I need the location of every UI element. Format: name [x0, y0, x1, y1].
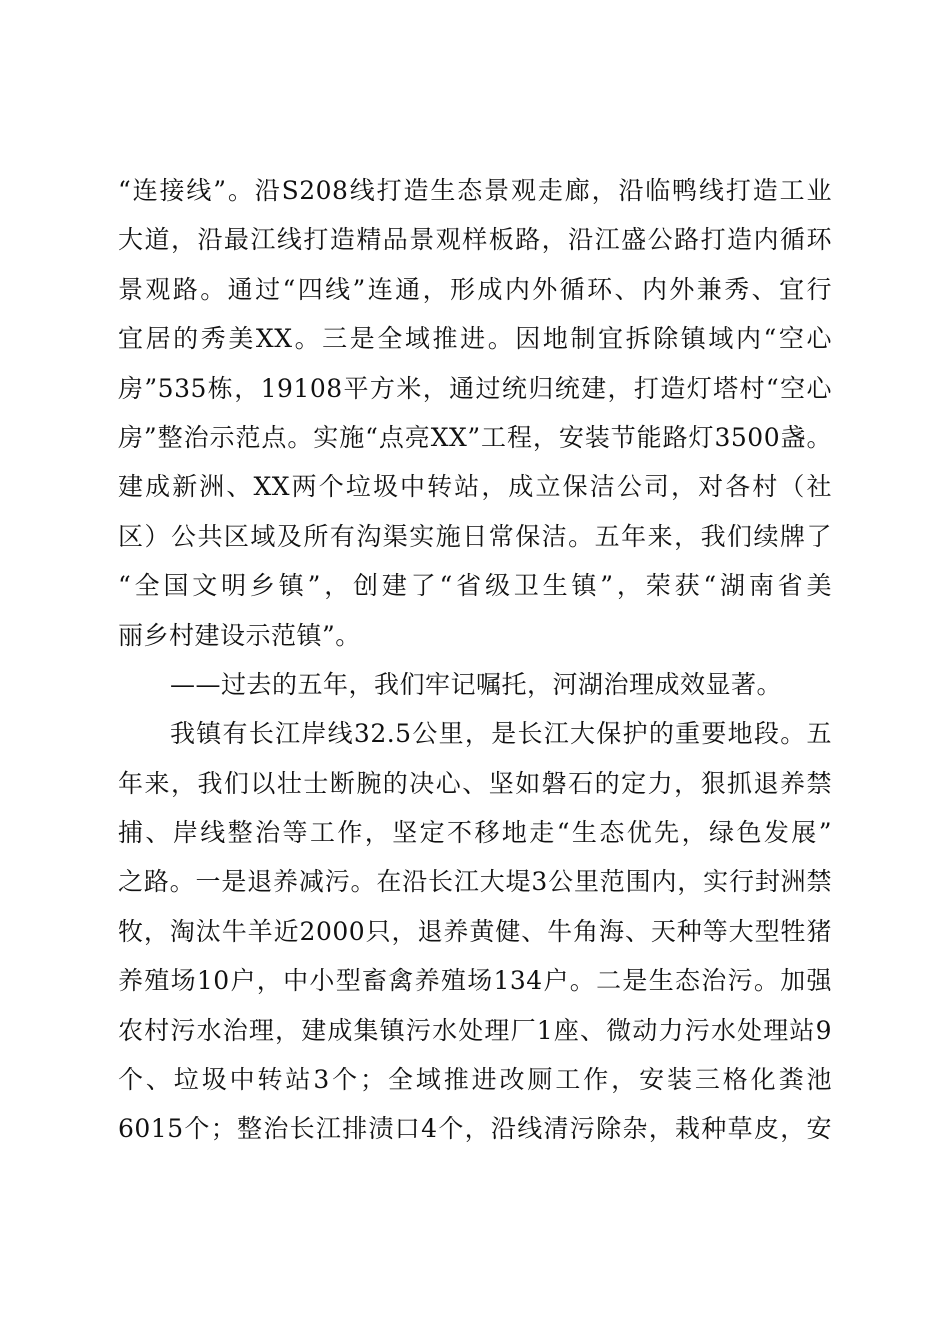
text-line-17: 养殖场10户，中小型畜禽养殖场134户。二是生态治污。加强 — [118, 966, 832, 996]
text-line-15: 之路。一是退养减污。在沿长江大堤3公里范围内，实行封洲禁 — [118, 867, 832, 897]
text-line-7: 建成新洲、XX两个垃圾中转站，成立保洁公司，对各村（社 — [118, 472, 832, 502]
text-line-5: 房”535栋，19108平方米，通过统归统建，打造灯塔村“空心 — [118, 373, 832, 403]
text-line-3: 景观路。通过“四线”连通，形成内外循环、内外兼秀、宜行 — [118, 274, 832, 304]
text-line-4: 宜居的秀美XX。三是全域推进。因地制宜拆除镇域内“空心 — [118, 324, 832, 354]
text-line-6: 房”整治示范点。实施“点亮XX”工程，安装节能路灯3500盏。 — [118, 422, 832, 452]
text-line-2: 大道，沿最江线打造精品景观样板路，沿江盛公路打造内循环 — [118, 225, 832, 255]
text-line-10: 丽乡村建设示范镇”。 — [118, 620, 361, 650]
text-line-14: 捕、岸线整治等工作，坚定不移地走“生态优先，绿色发展” — [118, 818, 832, 848]
section-heading: ——过去的五年，我们牢记嘱托，河湖治理成效显著。 — [170, 669, 783, 699]
text-line-19: 个、垃圾中转站3个；全域推进改厕工作，安装三格化粪池 — [118, 1065, 832, 1095]
text-line-13: 年来，我们以壮士断腕的决心、坚如磐石的定力，狠抓退养禁 — [118, 768, 832, 798]
text-line-9: “全国文明乡镇”，创建了“省级卫生镇”，荣获“湖南省美 — [118, 571, 832, 601]
document-body — [118, 166, 832, 1154]
text-line-12: 我镇有长江岸线32.5公里，是长江大保护的重要地段。五 — [170, 719, 832, 749]
text-line-20: 6015个；整治长江排渍口4个，沿线清污除杂，栽种草皮，安 — [118, 1114, 832, 1144]
text-line-18: 农村污水治理，建成集镇污水处理厂1座、微动力污水处理站9 — [118, 1015, 832, 1045]
text-line-1: “连接线”。沿S208线打造生态景观走廊，沿临鸭线打造工业 — [118, 176, 832, 205]
text-line-16: 牧，淘汰牛羊近2000只，退养黄健、牛角海、天种等大型牲猪 — [118, 916, 832, 946]
text-line-8: 区）公共区域及所有沟渠实施日常保洁。五年来，我们续牌了 — [118, 521, 832, 551]
